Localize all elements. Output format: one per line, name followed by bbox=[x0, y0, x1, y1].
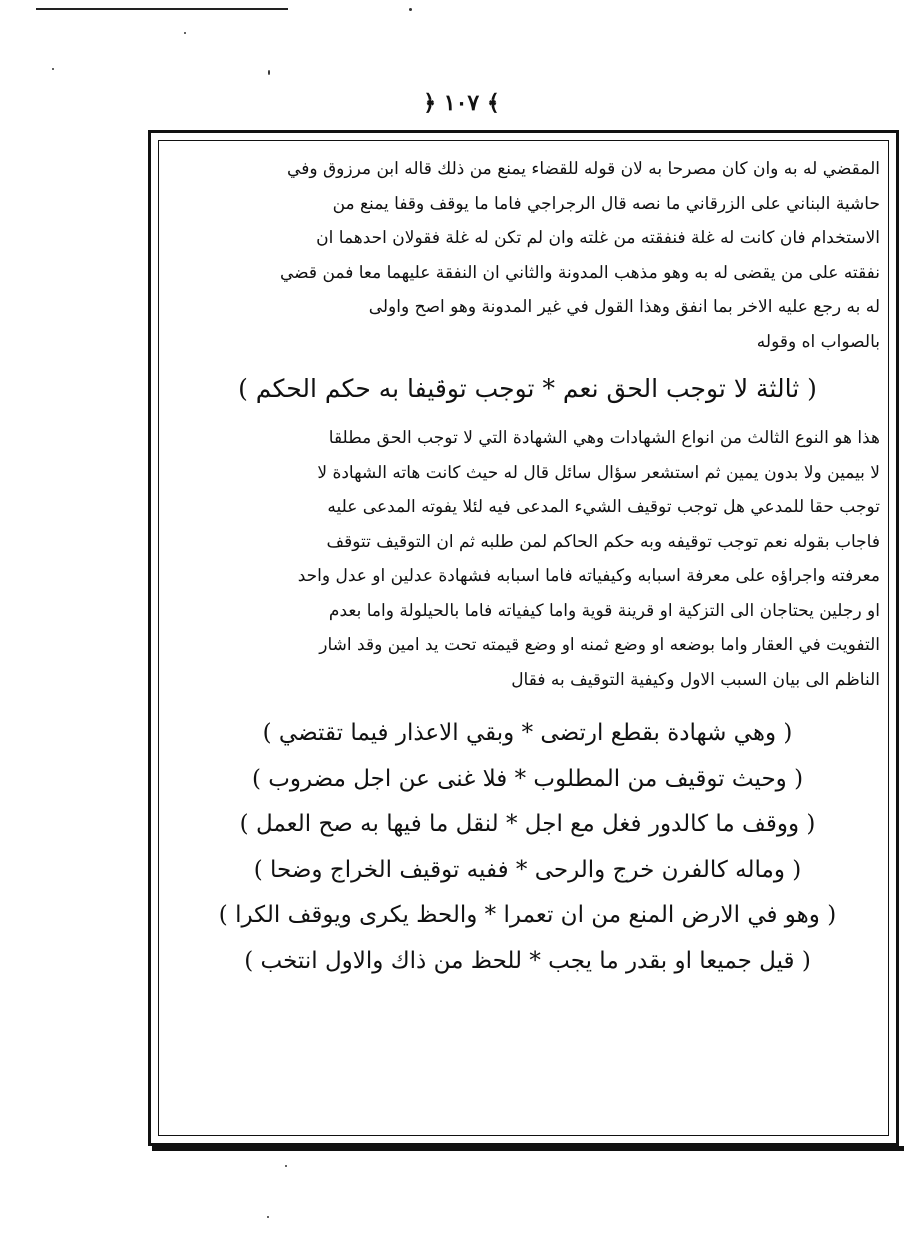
text-line: بالصواب اه وقوله bbox=[756, 331, 880, 352]
scan-speck bbox=[268, 70, 270, 75]
verse-line: ( وحيث توقيف من المطلوب * فلا غنى عن اجل مضروب ) bbox=[251, 765, 804, 792]
verse-line: ( قيل جميعا او بقدر ما يجب * للحظ من ذاك والاول انتخب ) bbox=[244, 947, 811, 974]
text-line: معرفته واجراؤه على معرفة اسبابه وكيفياته فاما اسبابه فشهادة عدلين او عدل واحد bbox=[297, 566, 880, 586]
verse-line: ( وهي شهادة بقطع ارتضى * وبقي الاعذار فيما تقتضي ) bbox=[262, 720, 793, 746]
text-line: المقضي له به وان كان مصرحا به لان قوله للقضاء يمنع من ذلك قاله ابن مرزوق وفي bbox=[287, 159, 880, 179]
text-line: هذا هو النوع الثالث من انواع الشهادات وهي الشهادة التي لا توجب الحق مطلقا bbox=[328, 428, 880, 448]
verse-block bbox=[175, 711, 880, 984]
text-line: حاشية البناني على الزرقاني ما نصه قال الرجراجي فاما ما يوقف وقفا يمنع من bbox=[332, 193, 880, 214]
verse-line: ( وهو في الارض المنع من ان تعمرا * والحظ يكرى ويوقف الكرا ) bbox=[218, 902, 837, 928]
text-line: الاستخدام فان كانت له غلة فنفقته من غلته وان لم تكن له غلة فقولان احدهما ان bbox=[316, 228, 880, 248]
verse-line: ( وماله كالفرن خرج والرحى * ففيه توقيف الخراج وضحا ) bbox=[253, 856, 802, 883]
verse-heading: ( ثالثة لا توجب الحق نعم * توجب توقيفا به حكم الحكم ) bbox=[238, 374, 817, 403]
text-line: التفويت في العقار واما بوضعه او وضع ثمنه او وضع قيمته تحت يد امين وقد اشار bbox=[319, 635, 880, 655]
commentary-paragraph-2 bbox=[175, 421, 880, 697]
scan-speck bbox=[285, 1165, 287, 1167]
page-body bbox=[175, 152, 880, 984]
scan-speck bbox=[267, 1216, 269, 1218]
text-line: لا بيمين ولا بدون يمين ثم استشعر سؤال سائل قال له حيث كانت هاته الشهادة لا bbox=[317, 462, 880, 483]
verse-line: ( ووقف ما كالدور فغل مع اجل * لنقل ما فيها به صح العمل ) bbox=[239, 811, 816, 837]
scan-speck bbox=[184, 32, 186, 34]
commentary-paragraph-1 bbox=[175, 152, 880, 359]
text-line: الناظم الى بيان السبب الاول وكيفية التوقيف به فقال bbox=[511, 669, 880, 690]
text-line: نفقته على من يقضى له به وهو مذهب المدونة والثاني ان النفقة عليهما معا فمن قضي bbox=[280, 262, 880, 283]
frame-bottom-rule bbox=[152, 1146, 904, 1151]
text-line: له به رجع عليه الاخر بما انفق وهذا القول في غير المدونة وهو اصح واولى bbox=[368, 297, 880, 317]
text-line: او رجلين يحتاجان الى التزكية او قرينة قوية واما كيفياته فاما بالحيلولة واما بعدم bbox=[328, 600, 880, 621]
scan-speck bbox=[409, 8, 412, 11]
scan-speck bbox=[52, 68, 54, 70]
top-rule bbox=[36, 8, 288, 10]
text-line: فاجاب بقوله نعم توجب توقيفه وبه حكم الحاكم لمن طلبه ثم ان التوقيف تتوقف bbox=[326, 531, 880, 552]
text-line: توجب حقا للمدعي هل توجب توقيف الشيء المدعى فيه لئلا يفوته المدعى عليه bbox=[327, 497, 880, 517]
spacer bbox=[175, 697, 880, 711]
page-number: ﴾ ١٠٧ ﴿ bbox=[423, 90, 500, 116]
